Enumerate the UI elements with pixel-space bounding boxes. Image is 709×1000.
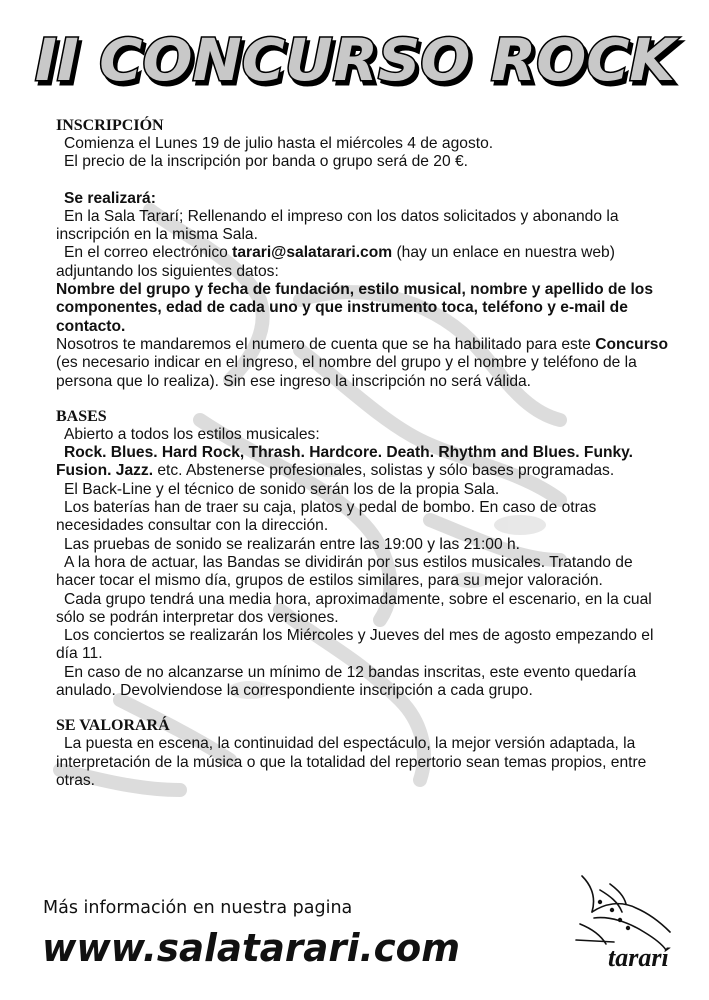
bases-item: Las pruebas de sonido se realizarán entre las 19:00 y las 21:00 h. bbox=[64, 535, 520, 553]
bases-open-to: Abierto a todos los estilos musicales: bbox=[64, 425, 320, 443]
bases-item: Los conciertos se realizarán los Miércoles y Jueves del mes de agosto empezando el día 11. bbox=[56, 627, 654, 663]
bases-styles: Rock. Blues. Hard Rock, Thrash. Hardcore. Death. Rhythm and Blues. Funky. Fusion. Jazz. etc. Abstenerse profesionales, solistas y sólo bases programadas. bbox=[56, 444, 634, 480]
inscripcion-heading: INSCRIPCIÓN bbox=[56, 117, 164, 134]
se-realizara-label: Se realizará: bbox=[64, 189, 156, 207]
valorara-text: La puesta en escena, la continuidad del espectáculo, la mejor versión adaptada, la interpretación de la música o que la totalidad del repertorio sean temas propios, entre otras. bbox=[56, 735, 647, 789]
email-address: tarari@salatarari.com bbox=[232, 244, 393, 262]
more-info-text: Más información en nuestra pagina bbox=[43, 898, 353, 918]
bases-item: Los baterías han de traer su caja, platos y pedal de bombo. En caso de otras necesidades consultar con la dirección. bbox=[56, 499, 597, 535]
website-url-text: www.salatarari.com bbox=[42, 926, 460, 970]
bases-item: En caso de no alcanzarse un mínimo de 12 bandas inscritas, este evento quedaría anulado. Devolviendose la correspondiente inscripción a cada grupo. bbox=[56, 663, 637, 700]
email-instructions: En el correo electrónico tarari@salatarari.com (hay un enlace en nuestra web) adjuntando los siguientes datos: bbox=[56, 244, 615, 280]
tarari-logo bbox=[570, 872, 680, 972]
logo-text: tararí bbox=[608, 943, 669, 972]
bases-item: Cada grupo tendrá una media hora, aproximadamente, sobre el escenario, en la cual sólo se podrán interpretar dos versiones. bbox=[56, 590, 652, 626]
inscripcion-price: El precio de la inscripción por banda o grupo será de 20 €. bbox=[64, 153, 468, 171]
page-title bbox=[20, 14, 690, 106]
main-content bbox=[56, 116, 671, 790]
bases-item: A la hora de actuar, las Bandas se dividirán por sus estilos musicales. Tratando de hacer tocar el mismo día, grupos de estilos similares, para su mejor valoración. bbox=[56, 553, 633, 590]
bases-heading: BASES bbox=[56, 407, 107, 425]
sala-instructions: En la Sala Tararí; Rellenando el impreso con los datos solicitados y abonando la inscripción en la misma Sala. bbox=[56, 207, 619, 244]
account-info: Nosotros te mandaremos el numero de cuenta que se ha habilitado para este Concurso (es necesario indicar en el ingreso, el nombre del grupo y el nombre y teléfono de la persona que lo realiza). Sin ese ingreso la inscripción no será válida. bbox=[56, 335, 668, 390]
title-text: II CONCURSO ROCK bbox=[35, 26, 680, 94]
required-data: Nombre del grupo y fecha de fundación, estilo musical, nombre y apellido de los componentes, edad de cada uno y que instrumento toca, teléfono y e-mail de contacto. bbox=[56, 281, 654, 335]
inscripcion-dates: Comienza el Lunes 19 de julio hasta el miércoles 4 de agosto. bbox=[64, 135, 494, 152]
bases-item: El Back-Line y el técnico de sonido serán los de la propia Sala. bbox=[64, 480, 500, 498]
website-url bbox=[40, 923, 480, 973]
valorara-heading: SE VALORARÁ bbox=[56, 717, 170, 735]
